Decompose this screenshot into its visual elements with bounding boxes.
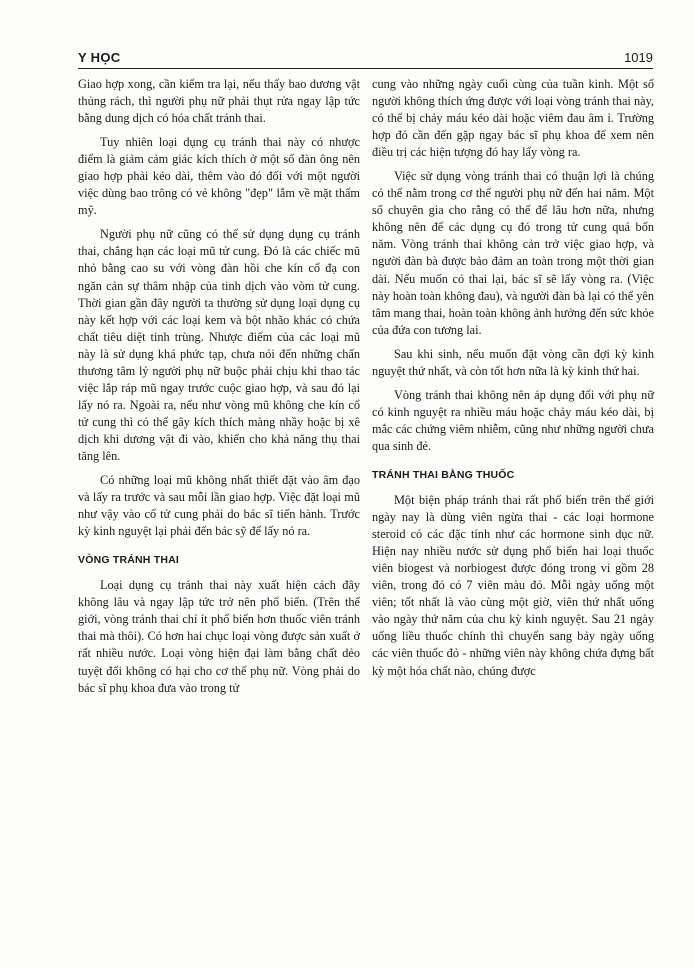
paragraph: Có những loại mũ không nhất thiết đặt vào âm đạo và lấy ra trước và sau mỗi lần giao hợp. Việc đặt loại mũ như vậy vào cổ tử cung phải do bác sĩ tiến hành. Trước kỳ kinh nguyệt lại phải đến bác sỹ để lấy nó ra. <box>78 473 360 539</box>
paragraph: cung vào những ngày cuối cùng của tuần kinh. Một số người không thích ứng được với loại vòng tránh thai này, có thể bị chảy máu kéo dài hoặc viêm đau âm ỉ. Trường hợp đó cần đến gặp ngay bác sĩ phụ khoa để xem nên điều trị các hiện tượng đó hay lấy vòng ra. <box>372 77 654 160</box>
section-heading: TRÁNH THAI BẰNG THUỐC <box>372 468 515 481</box>
paragraph: Giao hợp xong, cần kiểm tra lại, nếu thấy bao dương vật thủng rách, thì người phụ nữ phải thụt rửa ngay lập tức bằng dung dịch có hóa chất tránh thai. <box>78 77 360 126</box>
paragraph: Việc sử dụng vòng tránh thai có thuận lợi là chúng có thể nằm trong cơ thể người phụ nữ đến hai năm. Một số chuyên gia cho rằng có thể để lâu hơn nữa, nhưng không nên để các dụng cụ đó trong tử cung quá bốn năm. Vòng tránh thai không cản trở việc giao hợp, và người đàn bà được bảo đảm an toàn trong một thời gian dài. Nếu muốn có thai lại, bác sĩ sẽ lấy vòng ra. (Việc này hoàn toàn không đau), và người đàn bà lại có thể yên tâm mang thai, hoàn toàn không ảnh hưởng đến sức khỏe của đứa con tương lai. <box>372 169 654 337</box>
page-number: 1019 <box>624 50 653 65</box>
header-rule <box>78 68 653 69</box>
section-heading: VÒNG TRÁNH THAI <box>78 554 179 567</box>
paragraph: Một biện pháp tránh thai rất phổ biến trên thế giới ngày nay là dùng viên ngừa thai - các loại hormone steroid có các đặc tính như các hormone sinh dục nữ. Hiện nay nhiều nước sử dụng phổ biến hai loại thuốc viên biogest và norbiogest được đóng trong vỉ gồm 28 viên, trong đó có 7 viên màu đỏ. Mỗi ngày uống một viên; tốt nhất là vào cùng một giờ, viên thứ nhất uống vào ngày thứ năm của chu kỳ kinh nguyệt. Sau 21 ngày uống liều thuốc chính thì chuyển sang bảy ngày uống các viên thuốc đỏ - những viên này không chứa đựng bất kỳ một hóa chất nào, chúng được <box>372 493 654 678</box>
paragraph: Vòng tránh thai không nên áp dụng đối với phụ nữ có kinh nguyệt ra nhiều máu hoặc chảy máu kéo dài, bị mắc các chứng viêm nhiễm, cũng như những người chưa qua sinh đẻ. <box>372 387 654 453</box>
right-column <box>372 76 654 687</box>
paragraph: Người phụ nữ cũng có thể sử dụng dụng cụ tránh thai, chẳng hạn các loại mũ tử cung. Đó là các chiếc mũ nhỏ bằng cao su với vòng đàn hồi che kín cổ đạ con ngăn cản sự thâm nhập của tinh dịch vào vòm tử cung. Thời gian gần đây người ta thường sử dụng loại dụng cụ này kết hợp với các loại kem và bột nhão khác có chứa chất tiêu diệt tinh trùng. Nhược điểm của các loại mũ này là sử dụng khá phức tạp, chưa nói đến những chấn thương tâm lý người phụ nữ buộc phải chịu khi thao tác việc lắp ráp mũ ngay trước cuộc giao hợp, và sau đó lại lấy nó ra. Ngoài ra, nếu như vòng mũ không che kín cổ tử cung thì có thể gây kích thích màng nhầy hoặc bị xê dịch khi dương vật đi vào, khiến cho khả năng thụ thai tăng lên. <box>78 227 360 463</box>
paragraph: Sau khi sinh, nếu muốn đặt vòng cần đợi kỳ kinh nguyệt thứ nhất, và còn tốt hơn nữa là kỳ kinh thứ hai. <box>372 346 654 378</box>
paragraph: Tuy nhiên loại dụng cụ tránh thai này có nhược điểm là giảm cảm giác kích thích ở một số đàn ông nên giao hợp phải kéo dài, thêm vào đó đối với một người việc dùng bao trông có vẻ không "đẹp" lắm về mặt thẩm mỹ. <box>78 135 360 218</box>
left-column <box>78 76 360 704</box>
running-head-title: Y HỌC <box>78 50 121 65</box>
paragraph: Loại dụng cụ tránh thai này xuất hiện cách đây không lâu và ngay lập tức trở nên phổ biến. (Trên thế giới, vòng tránh thai chỉ ít phổ biến hơn thuốc viên tránh thai mà thôi). Có hơn hai chục loại vòng được sản xuất ở rất nhiều nước. Loại vòng hiện đại làm bằng chất dẻo tuyệt đối không có hại cho cơ thể phụ nữ. Vòng phải do bác sĩ phụ khoa đưa vào trong tử <box>78 578 360 695</box>
